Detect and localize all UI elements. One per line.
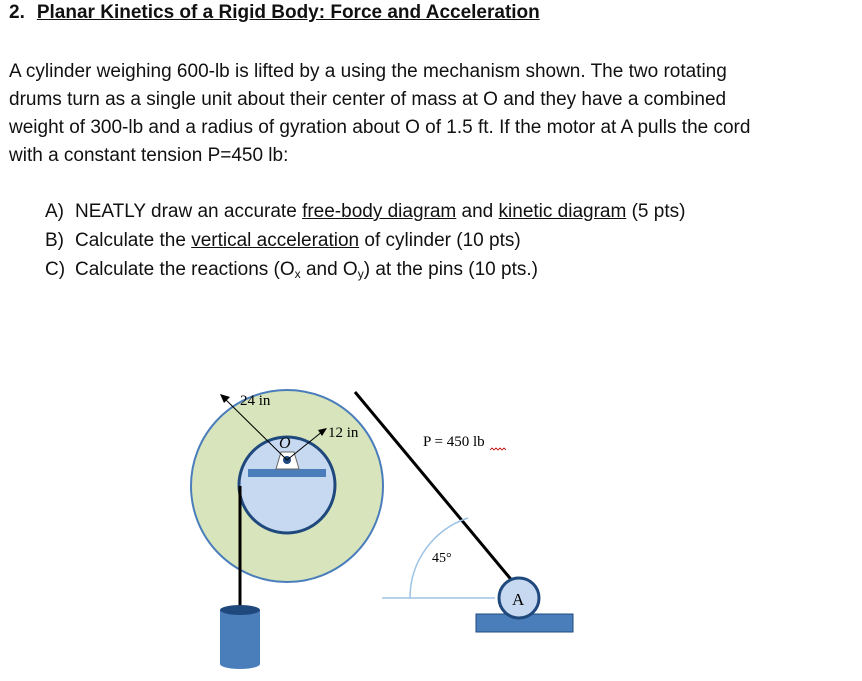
statement-line-3: weight of 300-lb and a radius of gyration about O of 1.5 ft. If the motor at A pulls the cord [9,117,751,138]
statement-line-1: A cylinder weighing 600-lb is lifted by a using the mechanism shown. The two rotating [9,61,727,82]
outer-radius-label: 24 in [240,393,271,409]
statement-line-2: drums turn as a single unit about their center of mass at O and they have a combined [9,89,727,110]
question-a-label: A) [45,201,64,222]
question-c-points: ) at the pins (10 pts.) [363,259,538,280]
question-b-label: B) [45,230,64,251]
question-c-text-mid: and O [300,259,358,280]
cylinder-body [220,610,260,664]
statement-line-4: with a constant tension P=450 lb: [9,145,289,166]
force-label-text: P = 450 lb [423,434,485,450]
question-a-fbd: free-body diagram [302,201,457,222]
problem-statement [9,58,849,170]
problem-number: 2. [9,2,25,23]
question-b-accel: vertical acceleration [191,230,360,251]
cylinder-top [220,605,260,615]
problem-title [9,2,540,24]
center-label: O [279,435,291,452]
question-c-sub-x: x [294,267,301,281]
question-b-points: of cylinder (10 pts) [359,230,521,251]
problem-heading: Planar Kinetics of a Rigid Body: Force and Acceleration [36,2,540,23]
question-list [45,197,685,289]
spellcheck-underline [490,448,506,450]
mechanism-figure [0,300,862,681]
question-a-text-pre: NEATLY draw an accurate [75,201,303,222]
motor-label: A [512,590,525,609]
angle-label: 45° [432,551,452,566]
cylinder-bottom [220,659,260,669]
question-a-points: (5 pts) [626,201,686,222]
question-c-label: C) [45,259,66,280]
pin-support-base [248,469,326,477]
question-a [45,197,685,226]
question-a-text-mid: and [456,201,499,222]
question-a-kd: kinetic diagram [498,201,627,222]
question-b-text-pre: Calculate the [75,230,192,251]
question-c-sub-y: y [357,267,364,281]
question-b [45,226,685,255]
outer-radius-arrowhead [220,394,230,403]
force-label [423,434,485,450]
inner-radius-label: 12 in [328,425,359,441]
question-c-text-pre: Calculate the reactions (O [75,259,295,280]
question-c [45,255,685,289]
